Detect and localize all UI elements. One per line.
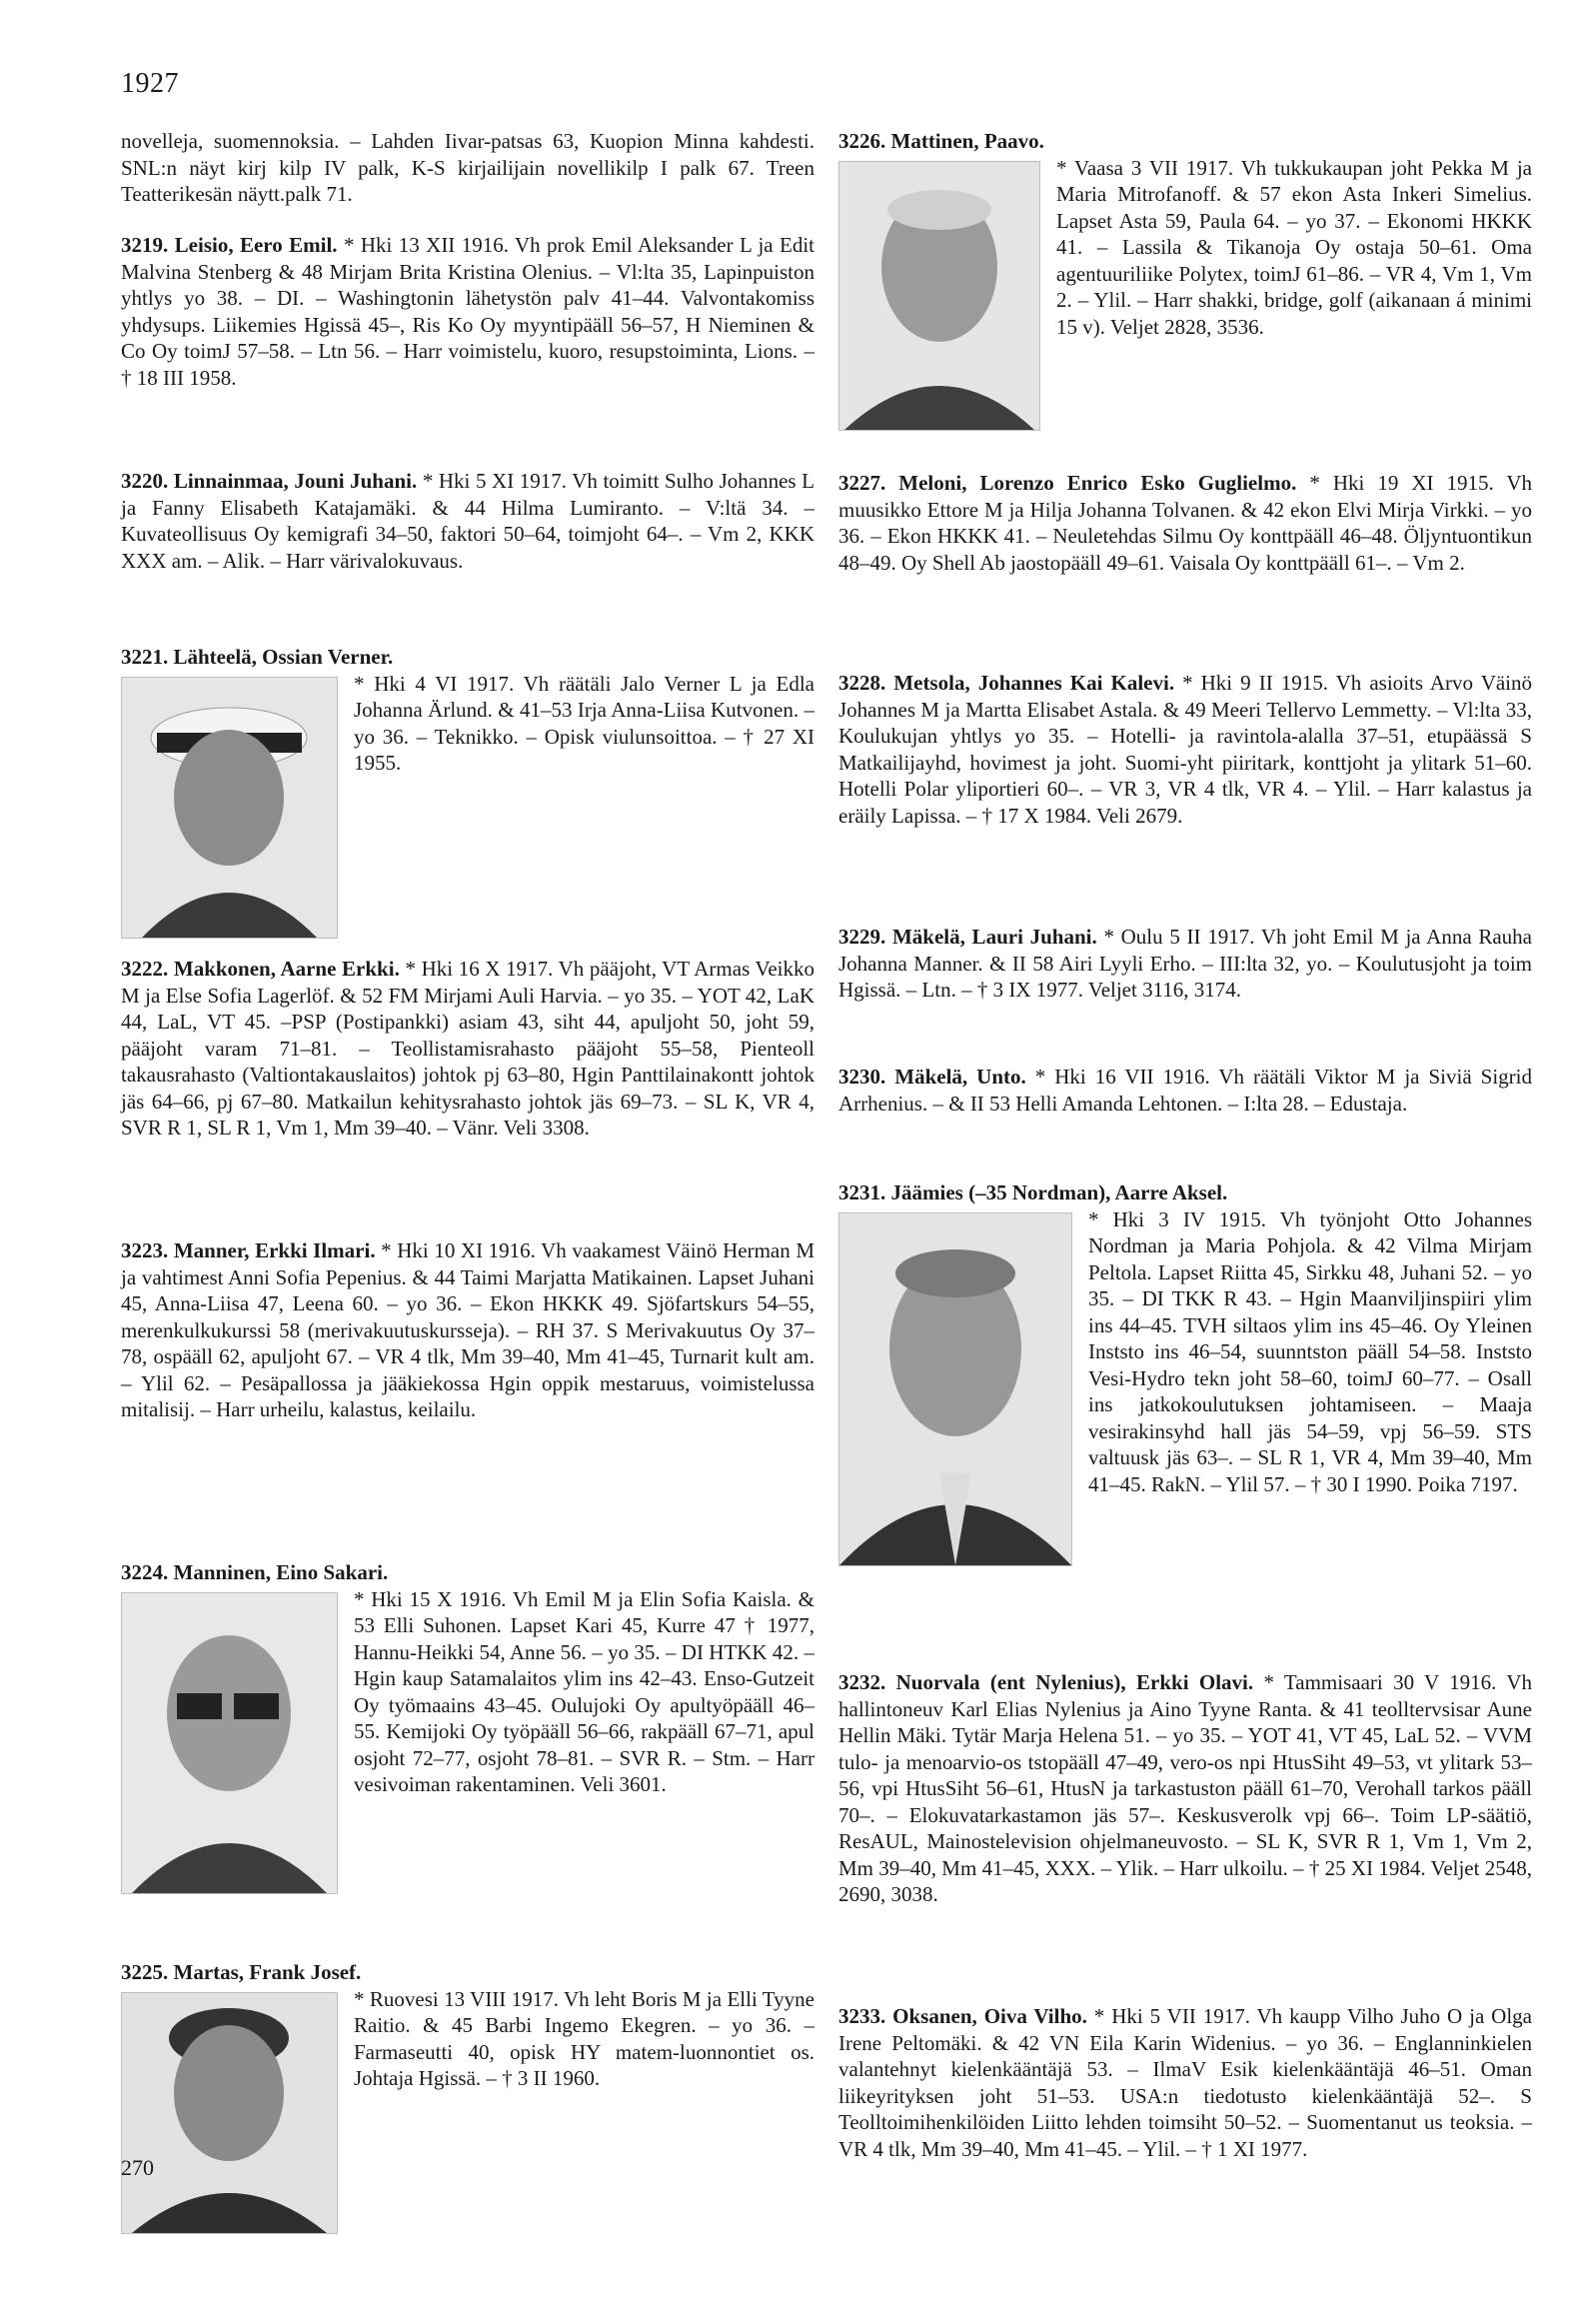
entry-text: * Hki 3 IV 1915. Vh työnjoht Otto Johannes Nordman ja Maria Pohjola. & 42 Vilma Mirjam Peltola. Lapset Riitta 45, Sirkku 48, Juhani 52. – yo 35. – DI TKK R 43. – Hgin Maanviljinspiiri ylim ins 44–45. TVH siltaos ylim ins 45–46. Oy Yleinen Inststo ins 46–54, suunntston pääll 54–58. Inststo Vesi-Hydro tekn joht 58–60, toimJ 60–77. – Osall ins jatkokoulutuksen johtamiseen. – Maaja vesirakinsyhd hall jäs 54–59, vpj 56–59. STS valtuusk jäs 63–. – SL R 1, VR 4, Mm 39–40, Mm 41–45. RakN. – Ylil 57. – † 30 I 1990. Poika 7197. xyxy=(1088,1206,1532,1496)
entry-name: Meloni, Lorenzo Enrico Esko Guglielmo. xyxy=(898,471,1297,495)
portrait-photo xyxy=(838,161,1040,431)
entry-name: Metsola, Johannes Kai Kalevi. xyxy=(893,671,1175,695)
entry-name: Manninen, Eino Sakari. xyxy=(173,1560,389,1584)
entry-text: * Hki 15 X 1916. Vh Emil M ja Elin Sofia Kaisla. & 53 Elli Suhonen. Lapset Kari 45, Kurre 47 † 1977, Hannu-Heikki 54, Anne 56. – yo 35. – DI HTKK 42. – Hgin kaup Satamalaitos ylim ins 42–43. Enso-Gutzeit Oy työmaains 43–45. Oulujoki Oy apultyöpääll 46–55. Kemijoki Oy työpääll 56–66, rakpääll 67–71, apul osjoht 72–77, osjoht 78–81. – SVR R. – Stm. – Harr vesivoiman rakentaminen. Veli 3601. xyxy=(354,1586,814,1796)
entry-name: Manner, Erkki Ilmari. xyxy=(173,1238,376,1262)
entry-text: * Vaasa 3 VII 1917. Vh tukkukaupan joht Pekka M ja Maria Mitrofanoff. & 57 ekon Asta Inkeri Simelius. Lapset Asta 59, Paula 64. – yo 37. – Ekonomi HKKK 41. – Lassila & Tikanoja Oy ostaja 50–61. Oma agentuuriliike Polytex, toimJ 61–86. – VR 4, Vm 1, Vm 2. – Ylil. – Harr shakki, bridge, golf (aikanaan á minimi 15 v). Veljet 2828, 3536. xyxy=(1056,155,1532,339)
entry-name: Mäkelä, Lauri Juhani. xyxy=(891,925,1097,949)
entry-text: * Hki 16 VII 1916. Vh räätäli Viktor M ja Siviä Sigrid Arrhenius. – & II 53 Helli Amanda Lehtonen. – I:lta 28. – Edustaja. xyxy=(838,1065,1533,1116)
portrait-photo xyxy=(121,677,338,939)
entry-name: Linnainmaa, Jouni Juhani. xyxy=(173,469,418,493)
entry-number: 3232. xyxy=(838,1670,886,1694)
entry-name: Lähteelä, Ossian Verner. xyxy=(173,645,394,669)
entry-number: 3225. xyxy=(121,1960,169,1984)
entry-3221 xyxy=(121,644,814,943)
entry-number: 3233. xyxy=(838,2004,886,2028)
entry-text: * Tammisaari 30 V 1916. Vh hallintoneuv Karl Elias Nylenius ja Aino Tyyne Ranta. & 41 teolltervsisar Aune Hellin Mäki. Tytär Marja Helena 51. – yo 35. – YOT 41, VT 45, LaL 52. – VVM tulo- ja menoarvio-os tstopääll 47–49, vero-os npi HtusSiht 49–53, vt ylitark 53–56, vpi HtusSiht 56–61, HtusN ja tarkastuston pääll 61–70, Verohall tarkos pääll 70–. – Elokuvatarkastamon jäs 57–. Keskusverolk vpj 66–. Toim LP-säätiö, ResAUL, Mainostelevision ohjelmaneuvosto. – SL K, SVR R 1, Vm 1, Vm 2, Mm 39–40, Mm 41–45, XXX. – Ylik. – Harr ulkoilu. – † 25 XI 1984. Veljet 2548, 2690, 3038. xyxy=(838,1670,1533,1906)
entry-name: Oksanen, Oiva Vilho. xyxy=(892,2004,1087,2028)
entry-intro xyxy=(121,128,814,208)
entry-name: Mäkelä, Unto. xyxy=(894,1065,1026,1089)
entry-text: * Oulu 5 II 1917. Vh joht Emil M ja Anna Rauha Johanna Manner. & II 58 Airi Lyyli Erho. – III:lta 32, yo. – Koulutusjoht ja toim Hgissä. – Ltn. – † 3 IX 1977. Veljet 3116, 3174. xyxy=(838,925,1532,1002)
entry-number: 3219. xyxy=(121,233,169,257)
entry-3225 xyxy=(121,1959,814,2238)
entry-number: 3221. xyxy=(121,645,169,669)
entry-name: Mattinen, Paavo. xyxy=(890,129,1044,153)
entry-text: * Hki 16 X 1917. Vh pääjoht, VT Armas Veikko M ja Else Sofia Lagerlöf. & 52 FM Mirjami Auli Harvia. – yo 35. – YOT 42, LaK 44, LaL, VT 45. –PSP (Postipankki) asiam 43, siht 44, apuljoht 50, joht 59, pääjoht varam 71–81. – Teollistamisrahasto pääjoht 55–58, Pienteoll takausrahasto (Valtiontakauslaitos) johtok pj 63–80, Hgin Panttilainakontt johtok jäs 64–66, pj 67–80. Matkailun kehitysrahasto johtok jäs 69–73. – SL K, VR 4, SVR R 1, SL R 1, Vm 1, Mm 39–40. – Vänr. Veli 3308. xyxy=(121,957,814,1140)
entry-text: * Hki 5 VII 1917. Vh kaupp Vilho Juho O ja Olga Irene Peltomäki. & 42 VN Eila Karin Widenius. – yo 36. – Englanninkielen valantehnyt kielenkääntäjä 53. – IlmaV Esik kielenkääntäjä 46–51. Oman liikeyrityksen joht 51–53. USA:n tiedotusto kielenkääntäjä 52–. S Teolltoimihenkilöiden Liitto lehden toimsiht 50–52. – Suomentanut us teoksia. – VR 4 tlk, Mm 39–40, Mm 41–45. – Ylil. – † 1 XI 1977. xyxy=(838,2004,1533,2161)
entry-3230 xyxy=(838,1064,1532,1117)
entry-number: 3229. xyxy=(838,925,886,949)
entry-text: * Hki 13 XII 1916. Vh prok Emil Aleksander L ja Edit Malvina Stenberg & 48 Mirjam Brita Kristina Olenius. – Vl:lta 35, Lapinpuiston yhtlys yo 38. – DI. – Washingtonin lähetystön palv 41–44. Valvontakomiss yhdysups. Liikemies Hgissä 45–, Ris Ko Oy myyntipääll 56–57, H Nieminen & Co Oy toimJ 57–58. – Ltn 56. – Harr voimistelu, kuoro, resupstoiminta, Lions. – † 18 III 1958. xyxy=(121,233,815,390)
entry-number: 3222. xyxy=(121,957,169,981)
entry-number: 3230. xyxy=(838,1065,886,1089)
entry-number: 3227. xyxy=(838,471,886,495)
entry-text: * Hki 4 VI 1917. Vh räätäli Jalo Verner L ja Edla Johanna Ärlund. & 41–53 Irja Anna-Liisa Kutvonen. – yo 36. – Teknikko. – Opisk viulunsoittoa. – † 27 XI 1955. xyxy=(354,671,814,775)
entry-3226 xyxy=(838,128,1532,435)
portrait-photo xyxy=(838,1212,1072,1566)
entry-3223 xyxy=(121,1237,814,1423)
entry-name: Makkonen, Aarne Erkki. xyxy=(173,957,400,981)
entry-text: * Hki 19 XI 1915. Vh muusikko Ettore M ja Hilja Johanna Tolvanen. & 42 ekon Elvi Mirja Virkki. – yo 36. – Ekon HKKK 41. – Neuletehdas Silmu Oy konttpääll 46–48. Öljyntuontikun 48–49. Oy Shell Ab jaostopääll 49–61. Vaisala Oy konttpääll 61–. – Vm 2. xyxy=(838,471,1532,575)
entry-3232 xyxy=(838,1669,1532,1908)
entry-text: * Ruovesi 13 VIII 1917. Vh leht Boris M ja Elli Tyyne Raitio. & 45 Barbi Ingemo Ekegren. – yo 36. – Farmaseutti 40, opisk HY matem-luonnontiet os. Johtaja Hgissä. – † 3 II 1960. xyxy=(354,1986,814,2090)
entry-3233 xyxy=(838,2003,1532,2162)
entry-name: Nuorvala (ent Nylenius), Erkki Olavi. xyxy=(895,1670,1254,1694)
portrait-photo xyxy=(121,1592,338,1894)
entry-text: * Hki 10 XI 1916. Vh vaakamest Väinö Herman M ja vahtimest Anni Sofia Pepenius. & 44 Taimi Marjatta Matikainen. Lapset Juhani 45, Anna-Liisa 47, Leena 60. – yo 36. – Ekon HKKK 49. Sjöfartskurs 54–55, merenkulkukurssi 58 (merivakuutuskursseja). – RH 37. S Merivakuutus Oy 37–78, ospääll 62, apuljoht 67. – VR 4 tlk, Mm 39–40, Mm 41–45, Turnarit kult am. – Ylil 62. – Pesäpallossa ja jääkiekossa Hgin oppik mestaruus, voimistelussa mitalisij. – Harr urheilu, kalastus, keilailu. xyxy=(121,1238,815,1421)
entry-3229 xyxy=(838,924,1532,1004)
entry-text: novelleja, suomennoksia. – Lahden Iivar-patsas 63, Kuopion Minna kahdesti. SNL:n näyt kirj kilp IV palk, K-S kirjailijain novellikilp I palk 67. Treen Teatterikesän näytt.palk 71. xyxy=(121,129,814,206)
entry-3227 xyxy=(838,470,1532,576)
page-year-header: 1927 xyxy=(121,68,179,99)
entry-number: 3220. xyxy=(121,469,169,493)
entry-3222 xyxy=(121,956,814,1142)
portrait-photo xyxy=(121,1992,338,2234)
page-number: 270 xyxy=(121,2155,154,2180)
entry-text: * Hki 9 II 1915. Vh asioits Arvo Väinö Johannes M ja Martta Elisabet Astala. & 49 Meeri Tellervo Lemmetty. – Vl:lta 33, Koulukujan yhtlys yo 35. – Hotelli- ja ravintola-alalla 37–51, etupäässä S Matkailijayhd, hovimest ja joht. Suomi-yht piiritark, konttjoht ja ylitark 51–60. Hotelli Polar yliportieri 60–. – VR 3, VR 4 tlk, VR 4. – Ylil. – Harr kalastus ja eräily Lapissa. – † 17 X 1984. Veli 2679. xyxy=(838,671,1533,828)
entry-number: 3226. xyxy=(838,129,886,153)
entry-3224 xyxy=(121,1559,814,1898)
entry-text: * Hki 5 XI 1917. Vh toimitt Sulho Johannes L ja Fanny Elisabeth Katajamäki. & 44 Hilma Lumiranto. – V:ltä 34. – Kuvateollisuus Oy kemigrafi 34–50, faktori 50–64, toimjoht 64–. – Vm 2, KKK XXX am. – Alik. – Harr värivalokuvaus. xyxy=(121,469,815,573)
entry-3220 xyxy=(121,468,814,574)
entry-number: 3224. xyxy=(121,1560,169,1584)
entry-number: 3231. xyxy=(838,1180,886,1204)
entry-3231 xyxy=(838,1179,1532,1570)
entry-3228 xyxy=(838,670,1532,829)
entry-3219 xyxy=(121,232,814,391)
entry-number: 3223. xyxy=(121,1238,169,1262)
entry-name: Leisio, Eero Emil. xyxy=(174,233,338,257)
entry-name: Jäämies (–35 Nordman), Aarre Aksel. xyxy=(890,1180,1228,1204)
entry-number: 3228. xyxy=(838,671,886,695)
entry-name: Martas, Frank Josef. xyxy=(173,1960,362,1984)
